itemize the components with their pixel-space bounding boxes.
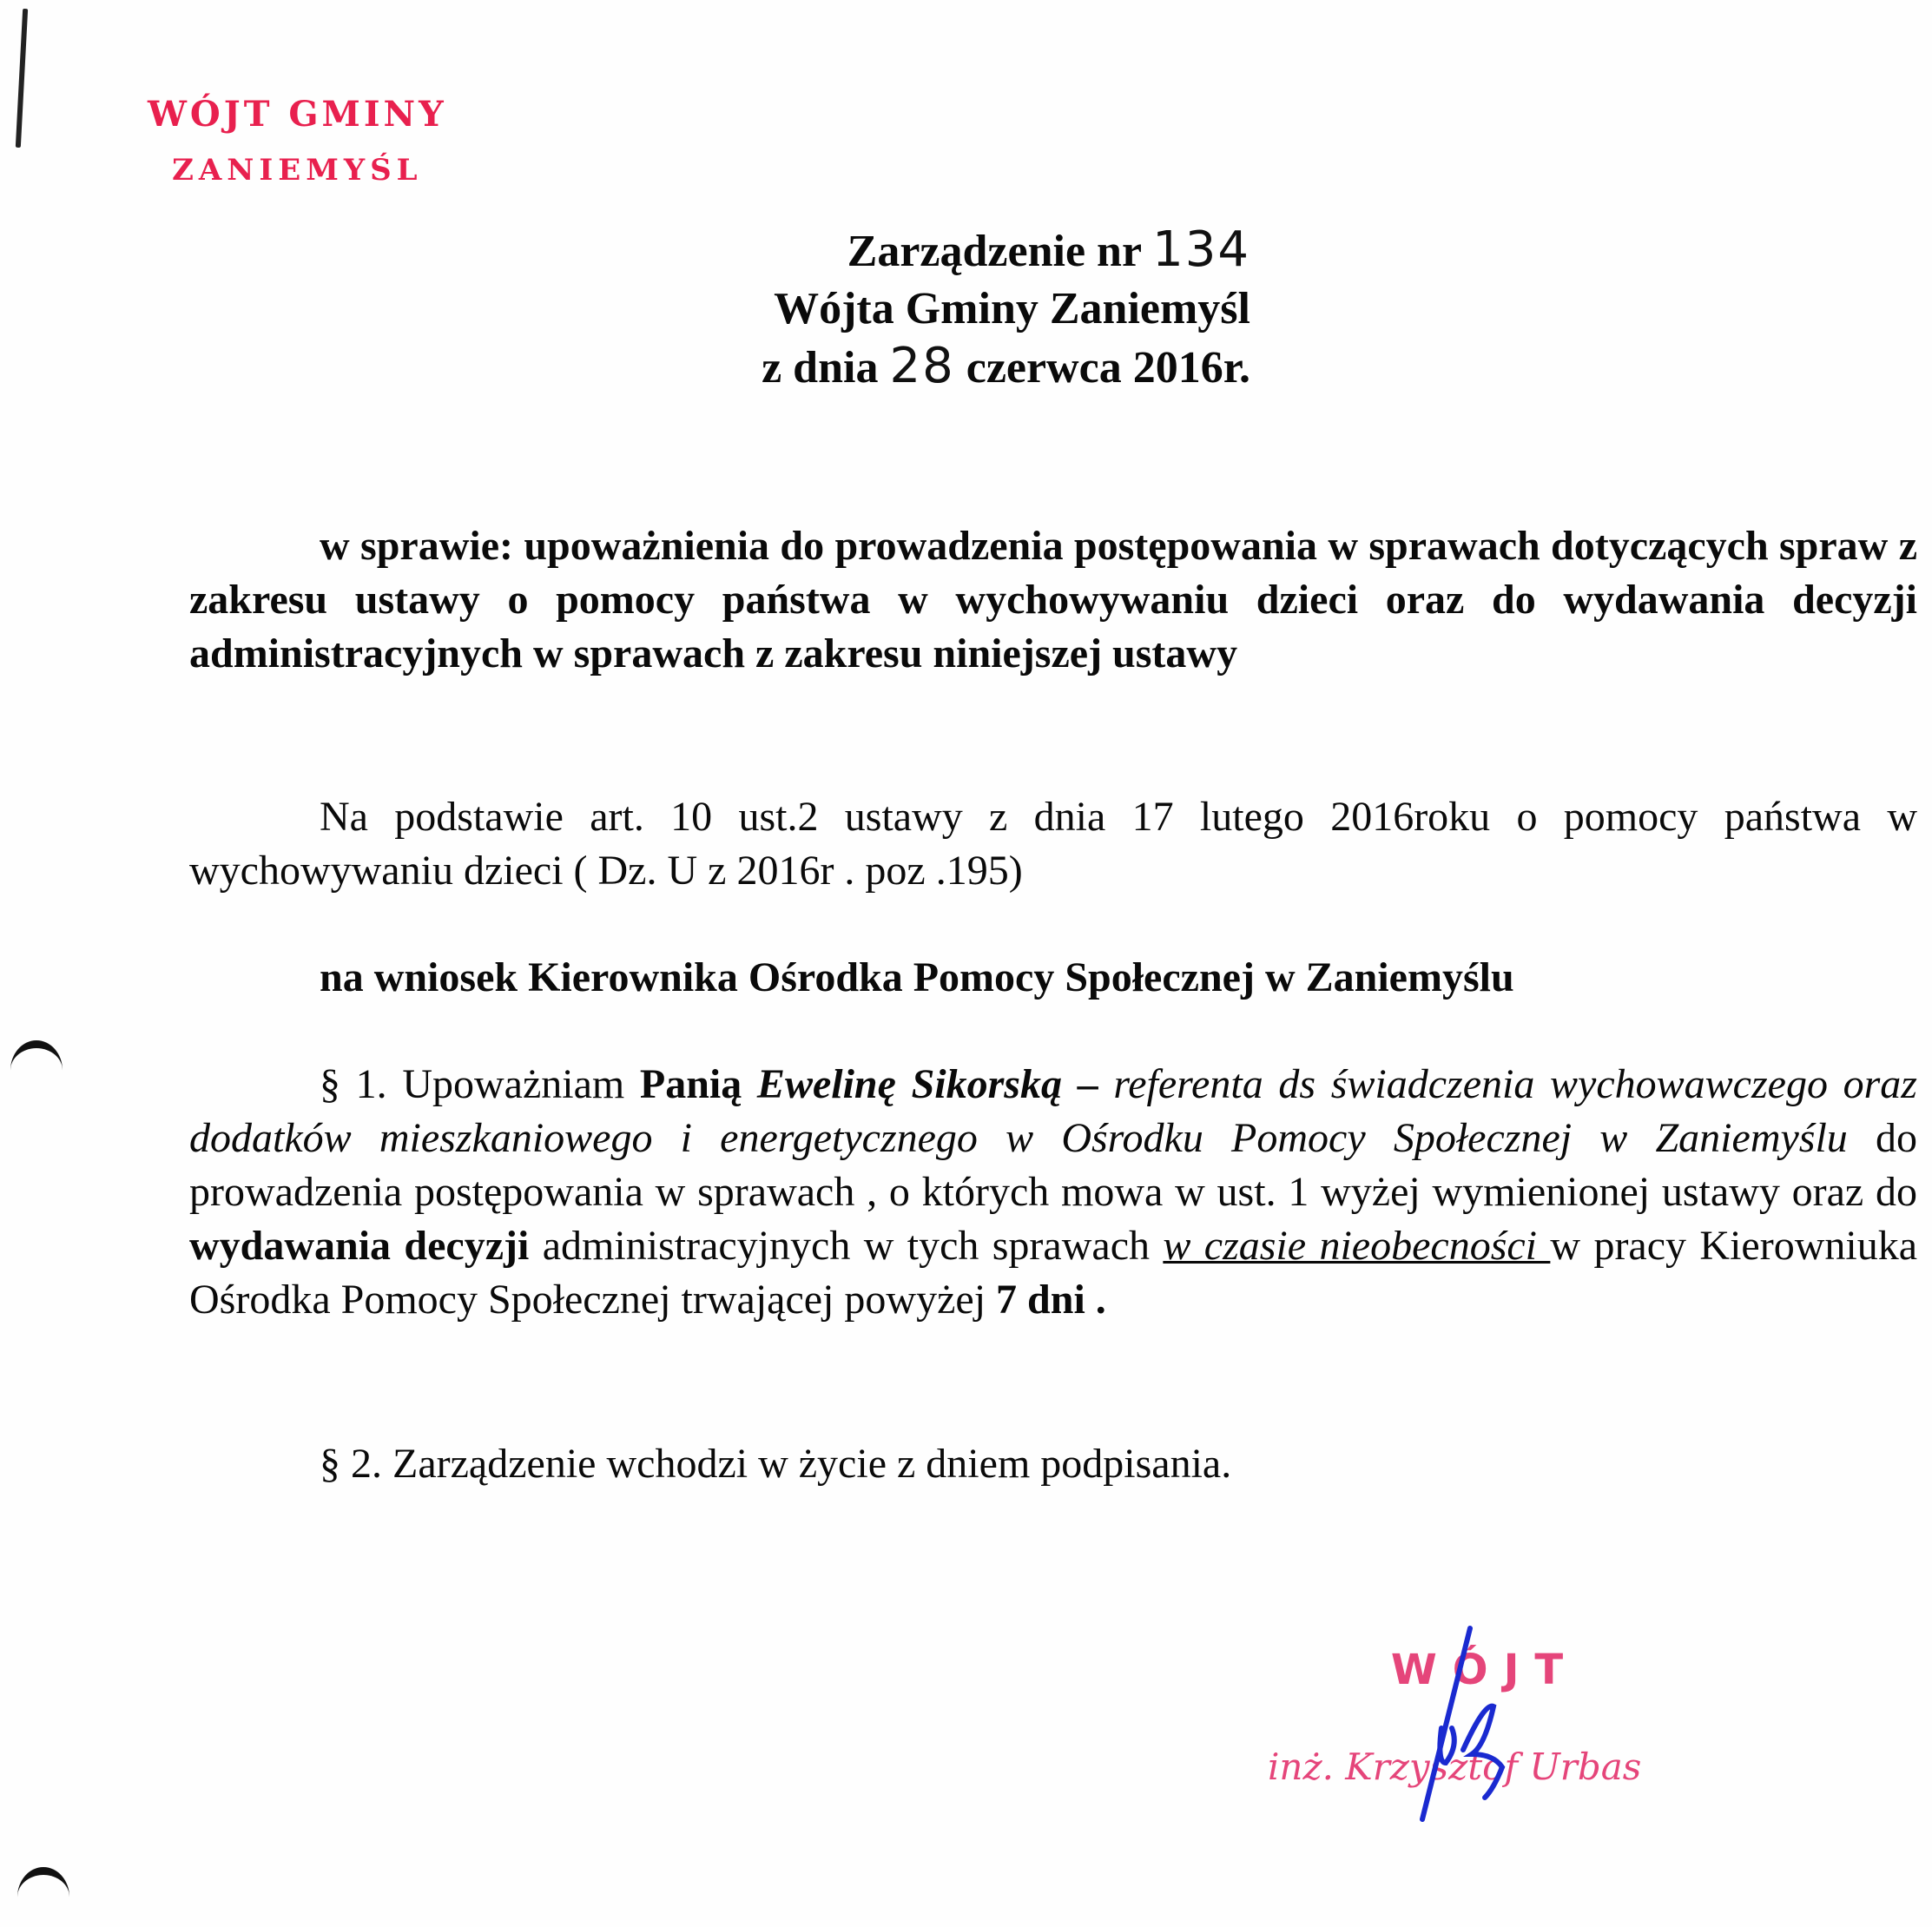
signature-stamp-title: WÓJT (1390, 1646, 1579, 1694)
person-role: referenta ds świadczenia wychowawczego oraz dodatków mieszkaniowego i energetycznego w Ośrodku Pomocy Społecznej w Zaniemyślu (189, 1061, 1917, 1161)
s1-text-3: administracyjnych w tych sprawach (529, 1223, 1164, 1269)
subject-paragraph: w sprawie: upoważnienia do prowadzenia postępowania w sprawach dotyczących spraw z zakresu ustawy o pomocy państwa w wychowywaniu dzieci oraz do wydawania decyzji administracyjnych w sprawach z zakresu niniejszej ustawy (189, 523, 1917, 676)
absence-clause: w czasie nieobecności (1163, 1223, 1551, 1269)
s1-dash: – (1061, 1061, 1114, 1107)
order-number: 134 (1152, 221, 1250, 278)
handwritten-signature (1389, 1624, 1528, 1824)
legal-basis-paragraph: Na podstawie art. 10 ust.2 ustawy z dnia 17 lutego 2016roku o pomocy państwa w wychowywaniu dzieci ( Dz. U z 2016r . poz .195) (189, 794, 1917, 894)
document-title (0, 221, 1250, 397)
s1-text-4: w pracy Kierowniuka Ośrodka Pomocy Społecznej trwającej powyżej (189, 1223, 1918, 1323)
stamp-line-1: WÓJT GMINY (148, 94, 447, 135)
signature-stamp-name: inż. Krzysztof Urbas (1268, 1746, 1642, 1788)
punch-hole-mark (10, 1040, 63, 1100)
title-prefix: Zarządzenie nr (847, 227, 1142, 276)
section-1 (189, 1058, 1917, 1327)
punch-hole-mark (17, 1867, 69, 1927)
binder-mark (16, 9, 28, 148)
s1-text: § 1. Upoważniam (320, 1061, 640, 1107)
request-paragraph: na wniosek Kierownika Ośrodka Pomocy Społecznej w Zaniemyślu (320, 954, 1514, 1000)
stamp-line-2: ZANIEMYŚL (172, 153, 423, 188)
duration: 7 dni . (996, 1277, 1106, 1323)
date-prefix: z dnia (762, 343, 879, 393)
title-issuer: Wójta Gminy Zaniemyśl (774, 284, 1250, 333)
section-2: § 2. Zarządzenie wchodzi w życie z dniem podpisania. (320, 1441, 1232, 1487)
authorized-person: Ewelinę Sikorską (756, 1061, 1062, 1107)
s1-text-2: do prowadzenia postępowania w sprawach , o których mowa w ust. 1 wyżej wymienionej ustawy oraz do (189, 1115, 1917, 1215)
date-suffix: czerwca 2016r. (966, 343, 1250, 393)
date-day: 28 (889, 338, 955, 394)
s1-bold-2: wydawania decyzji (189, 1223, 530, 1269)
s1-bold: Panią (639, 1061, 757, 1107)
header-stamp (148, 87, 447, 198)
